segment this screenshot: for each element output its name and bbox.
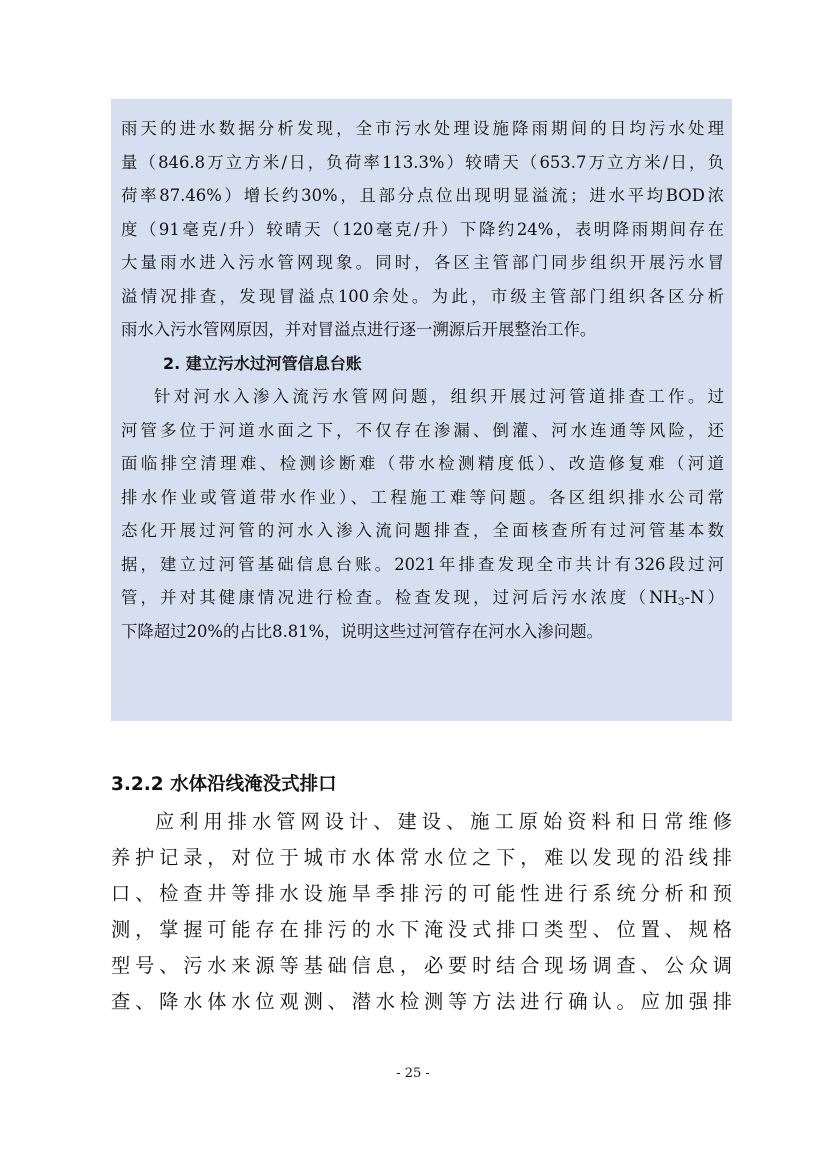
section-heading: 3.2.2 水体沿线淹没式排口 xyxy=(111,774,337,795)
page-number: - 25 - xyxy=(396,1066,430,1081)
paragraph-line: 面临排空清理难、检测诊断难（带水检测精度低）、改造修复难（河道 xyxy=(121,454,724,473)
paragraph-line: 大量雨水进入污水管网现象。同时，各区主管部门同步组织开展污水冒 xyxy=(121,253,724,272)
paragraph-line: 河管多位于河道水面之下，不仅存在渗漏、倒灌、河水连通等风险，还 xyxy=(121,420,724,440)
subscript: 3 xyxy=(677,595,685,609)
text-segment: -N） xyxy=(684,588,724,607)
paragraph-line: 查、降水体水位观测、潜水检测等方法进行确认。应加强排 xyxy=(111,990,732,1013)
paragraph-line: 雨天的进水数据分析发现，全市污水处理设施降雨期间的日均污水处理 xyxy=(121,119,724,138)
paragraph-line: 据，建立过河管基础信息台账。2021年排查发现全市共计有326段过河 xyxy=(121,554,724,574)
body-paragraph xyxy=(111,804,732,1020)
paragraph-line: 下降超过20%的占比8.81%，说明这些过河管存在河水入渗问题。 xyxy=(121,621,603,641)
paragraph-line: 排水作业或管道带水作业）、工程施工难等问题。各区组织排水公司常 xyxy=(121,487,724,507)
paragraph-line: 度（91毫克/升）较晴天（120毫克/升）下降约24%，表明降雨期间存在 xyxy=(121,219,724,239)
paragraph-line: 型号、污水来源等基础信息，必要时结合现场调查、公众调 xyxy=(111,954,732,977)
paragraph-line xyxy=(121,581,724,615)
paragraph-line: 应利用排水管网设计、建设、施工原始资料和日常维修 xyxy=(155,810,732,833)
highlighted-text-box xyxy=(111,99,732,721)
paragraph-line: 针对河水入渗入流污水管网问题，组织开展过河管道排查工作。过 xyxy=(154,387,724,406)
paragraph-line: 养护记录，对位于城市水体常水位之下，难以发现的沿线排 xyxy=(111,846,732,869)
paragraph-line: 态化开展过河管的河水入渗入流问题排查，全面核查所有过河管基本数 xyxy=(121,521,724,540)
paragraph-line: 测，掌握可能存在排污的水下淹没式排口类型、位置、规格 xyxy=(111,918,732,941)
text-segment: 管，并对其健康情况进行检查。检查发现，过河后污水浓度（NH xyxy=(121,588,678,607)
paragraph-line: 荷率87.46%）增长约30%，且部分点位出现明显溢流；进水平均BOD浓 xyxy=(121,186,724,205)
paragraph-line: 口、检查井等排水设施旱季排污的可能性进行系统分析和预 xyxy=(111,882,732,905)
paragraph-line: 量（846.8万立方米/日，负荷率113.3%）较晴天（653.7万立方米/日，负 xyxy=(121,152,724,172)
subsection-heading: 2. 建立污水过河管信息台账 xyxy=(163,353,362,373)
paragraph-line: 雨水入污水管网原因，并对冒溢点进行逐一溯源后开展整治工作。 xyxy=(121,320,597,339)
paragraph-line: 溢情况排查，发现冒溢点100余处。为此，市级主管部门组织各区分析 xyxy=(121,286,724,306)
